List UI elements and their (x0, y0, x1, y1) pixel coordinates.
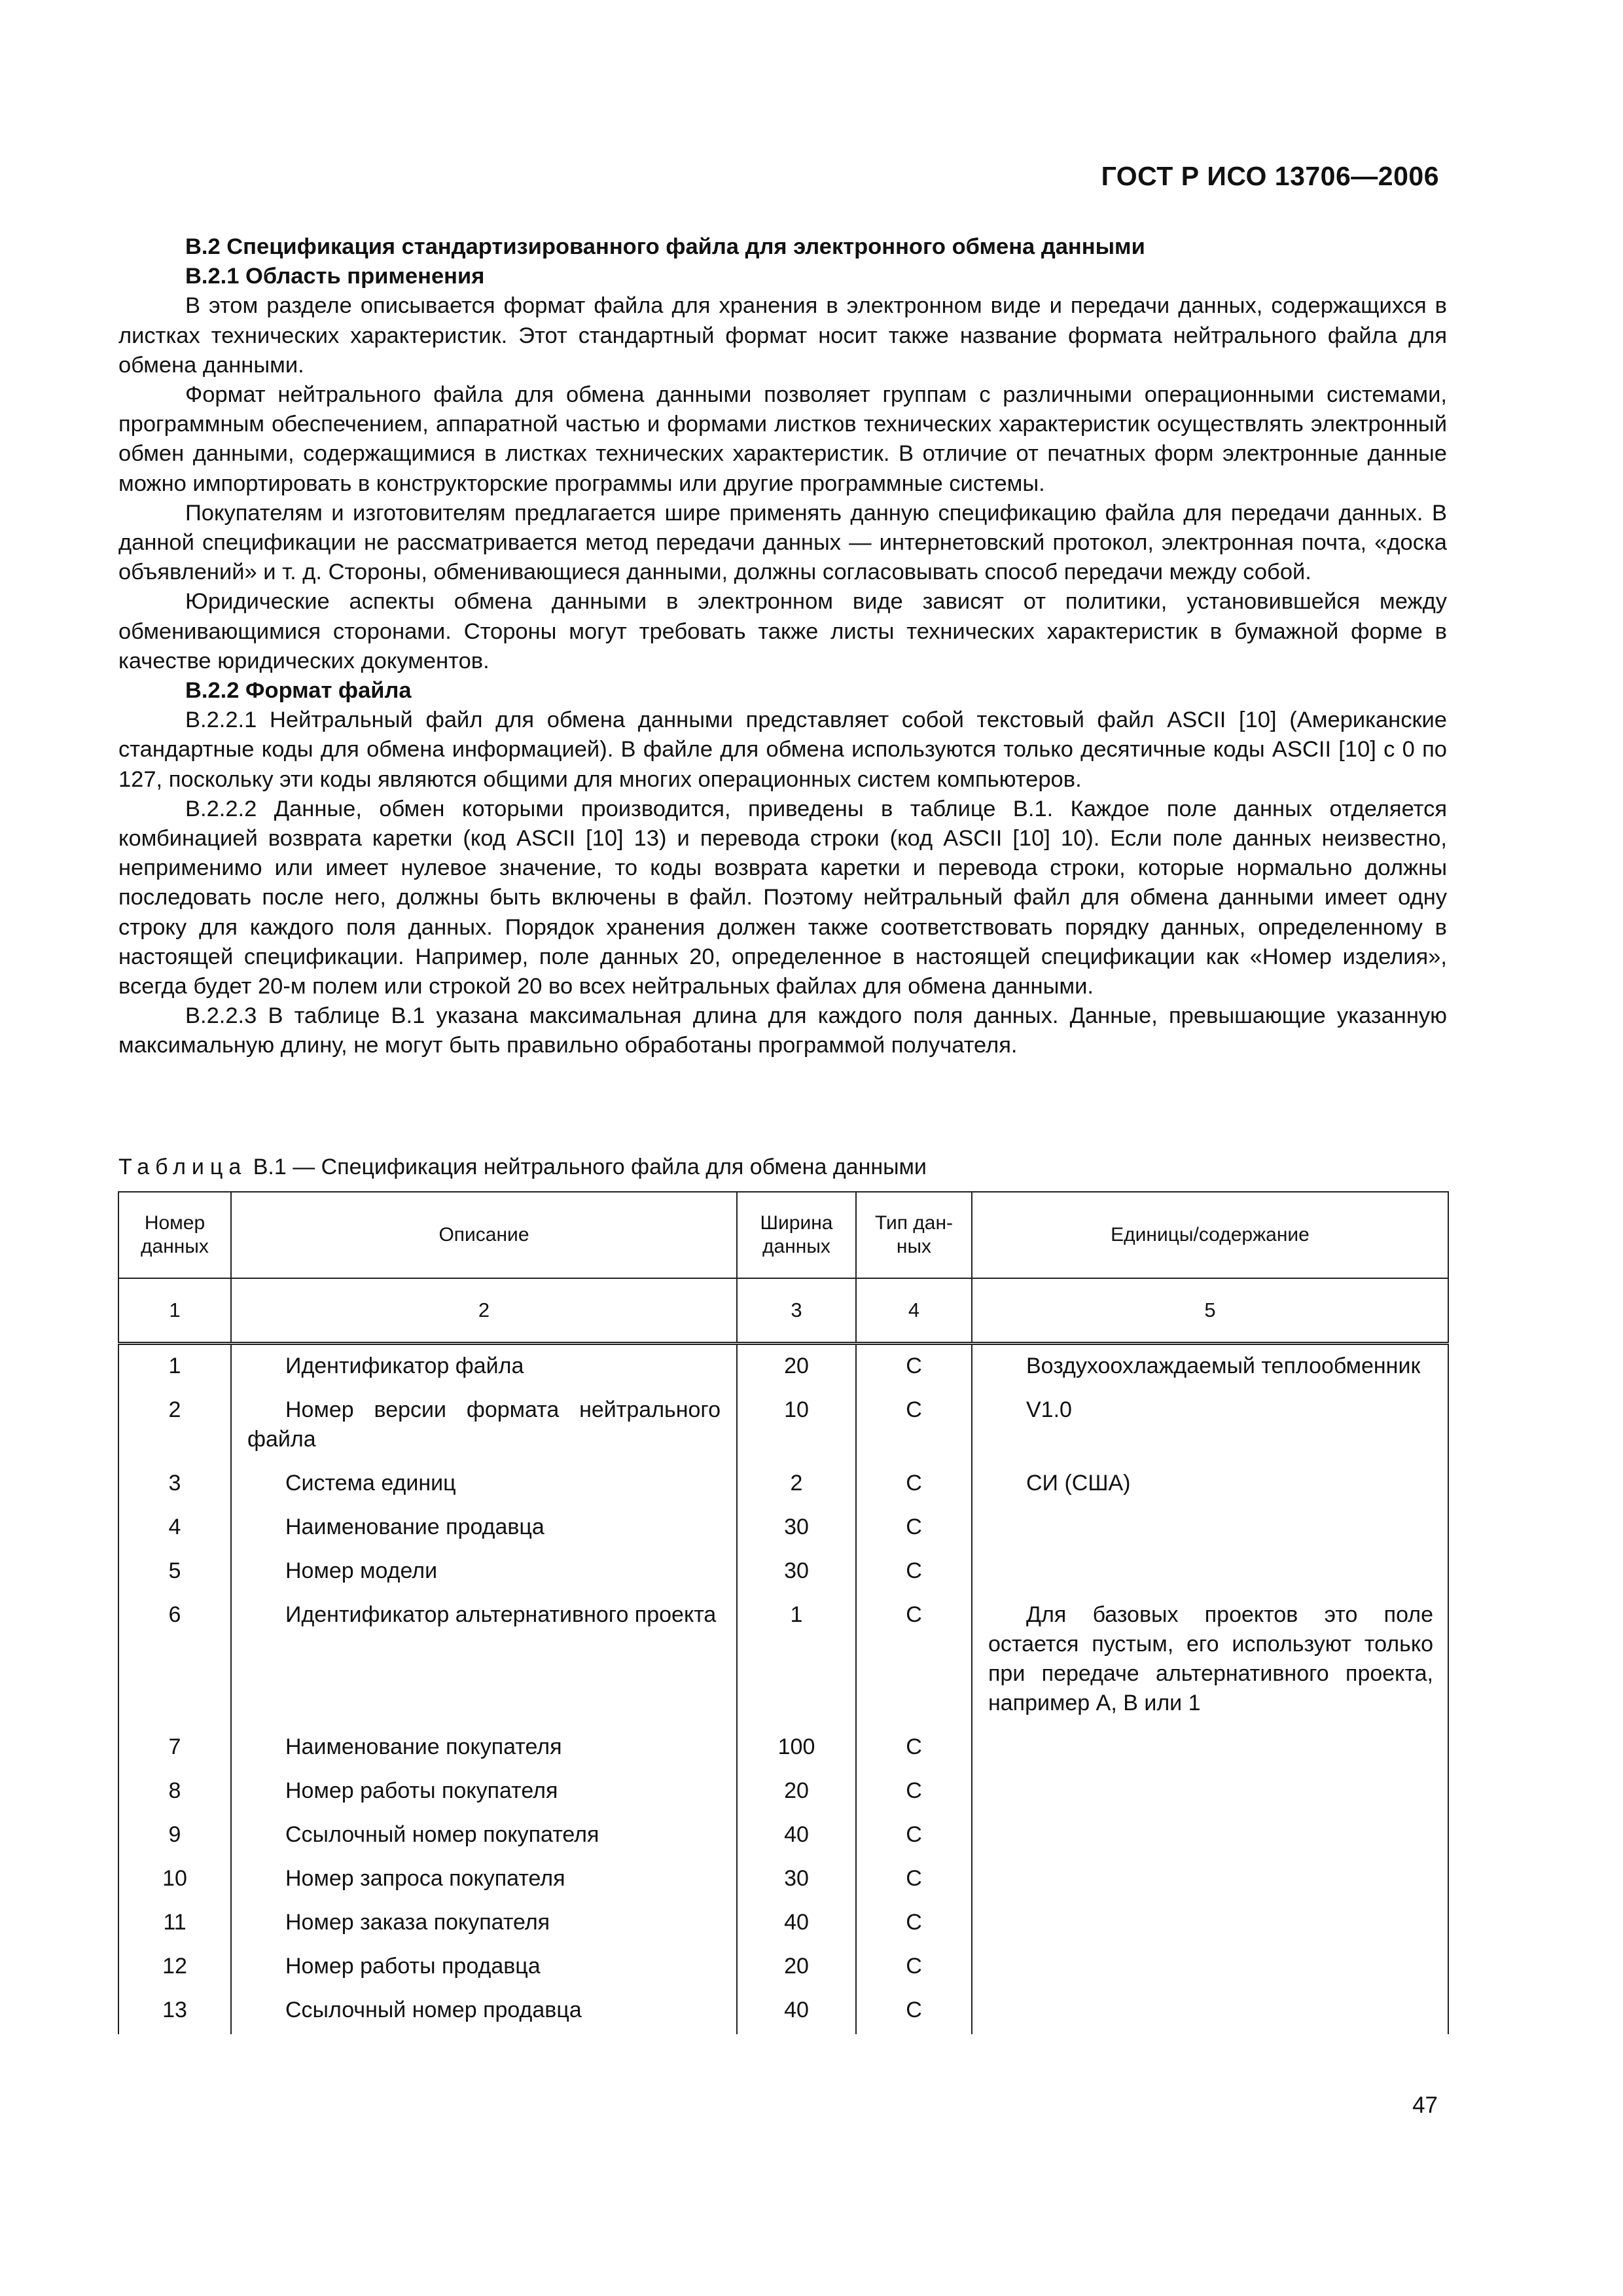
cell-desc (231, 1594, 737, 1726)
cell-units (972, 1989, 1448, 2034)
cell-desc (231, 1989, 737, 2034)
cell-desc-text: Номер заказа покупателя (285, 1910, 550, 1935)
cell-width: 30 (737, 1506, 856, 1550)
cell-units (972, 1901, 1448, 1945)
cell-desc-text: Наименование покупателя (285, 1734, 562, 1759)
cell-desc-text: Номер модели (285, 1558, 438, 1583)
table-row (118, 1857, 1448, 1901)
cell-num: 9 (118, 1814, 231, 1857)
cell-width: 2 (737, 1462, 856, 1506)
cell-desc (231, 1814, 737, 1857)
section-heading: B.2 Спецификация стандартизированного файла для электронного обмена данными (185, 234, 1145, 259)
cell-desc-text: Номер запроса покупателя (285, 1866, 565, 1891)
cell-desc (231, 1389, 737, 1462)
cell-desc (231, 1945, 737, 1989)
cell-units (972, 1389, 1448, 1462)
cell-type: C (856, 1770, 972, 1814)
cell-width: 40 (737, 1989, 856, 2034)
cell-type: C (856, 1594, 972, 1726)
paragraph: B.2.2.1 Нейтральный файл для обмена данными представляет собой текстовый файл ASCII [10] (Американские стандартные коды для обмена информацией). В файле для обмена используются только десятичные коды ASCII [10] с 0 по 127, поскольку эти коды являются общими для многих операционных систем компьютеров. (118, 708, 1447, 792)
spec-table (118, 1191, 1449, 2034)
cell-units (972, 1945, 1448, 1989)
cell-units (972, 1462, 1448, 1506)
paragraph: В этом разделе описывается формат файла для хранения в электронном виде и передачи данных, содержащихся в листках технических характеристик. Этот стандартный формат носит также название формата нейтрального файла для обмена данными. (118, 293, 1447, 378)
scope-heading: B.2.1 Область применения (185, 264, 485, 289)
cell-type: C (856, 1814, 972, 1857)
cell-units (972, 1594, 1448, 1726)
cell-desc-text: Идентификатор файла (285, 1354, 524, 1378)
column-number: 4 (856, 1278, 972, 1344)
table-row (118, 1901, 1448, 1945)
cell-units-text: V1.0 (1026, 1397, 1072, 1422)
cell-units (972, 1814, 1448, 1857)
cell-desc-text: Номер работы продавца (285, 1954, 541, 1979)
cell-num: 6 (118, 1594, 231, 1726)
column-number: 1 (118, 1278, 231, 1344)
cell-width: 1 (737, 1594, 856, 1726)
paragraph: Юридические аспекты обмена данными в электронном виде зависят от политики, установившейся между обменивающимися сторонами. Стороны могут требовать также листы технических характеристик в бумажной форме в качестве юридических документов. (118, 589, 1447, 673)
cell-type: C (856, 1901, 972, 1945)
cell-desc-text: Наименование продавца (285, 1515, 544, 1539)
cell-type: C (856, 1945, 972, 1989)
table-caption-title: B.1 — Спецификация нейтрального файла для обмена данными (247, 1155, 927, 1179)
cell-width: 100 (737, 1726, 856, 1770)
cell-width: 20 (737, 1945, 856, 1989)
cell-desc (231, 1726, 737, 1770)
header-cell: Тип дан- ных (856, 1192, 972, 1278)
cell-desc (231, 1506, 737, 1550)
paragraph: B.2.2.3 В таблице B.1 указана максимальная длина для каждого поля данных. Данные, превышающие указанную максимальную длину, не могут быть правильно обработаны программой получателя. (118, 1003, 1447, 1058)
cell-units-text: СИ (США) (1026, 1471, 1131, 1496)
cell-desc (231, 1550, 737, 1594)
table-row (118, 1770, 1448, 1814)
cell-units (972, 1857, 1448, 1901)
cell-desc-text: Номер работы покупателя (285, 1778, 558, 1803)
cell-desc (231, 1901, 737, 1945)
cell-desc (231, 1857, 737, 1901)
cell-desc (231, 1462, 737, 1506)
table-header-row (118, 1192, 1448, 1278)
cell-num: 7 (118, 1726, 231, 1770)
cell-desc-text: Ссылочный номер продавца (285, 1998, 582, 2022)
cell-type: C (856, 1989, 972, 2034)
document-code: ГОСТ Р ИСО 13706—2006 (1101, 161, 1439, 191)
cell-units (972, 1726, 1448, 1770)
table-row (118, 1550, 1448, 1594)
cell-num: 2 (118, 1389, 231, 1462)
cell-units (972, 1770, 1448, 1814)
cell-units (972, 1550, 1448, 1594)
cell-type: C (856, 1389, 972, 1462)
cell-units (972, 1506, 1448, 1550)
cell-desc-text: Номер версии формата нейтрального файла (247, 1397, 721, 1452)
header-cell: Номер данных (118, 1192, 231, 1278)
column-number-row (118, 1278, 1448, 1344)
cell-width: 10 (737, 1389, 856, 1462)
cell-width: 20 (737, 1770, 856, 1814)
cell-desc-text: Идентификатор альтернативного проекта (285, 1602, 717, 1627)
spec-table-wrapper (118, 1191, 1448, 2034)
cell-num: 13 (118, 1989, 231, 2034)
cell-type: C (856, 1344, 972, 1390)
cell-num: 12 (118, 1945, 231, 1989)
column-number: 5 (972, 1278, 1448, 1344)
cell-num: 5 (118, 1550, 231, 1594)
cell-type: C (856, 1550, 972, 1594)
header-cell: Единицы/содержание (972, 1192, 1448, 1278)
paragraph: B.2.2.2 Данные, обмен которыми производится, приведены в таблице B.1. Каждое поле данных отделяется комбинацией возврата каретки (код ASCII [10] 13) и перевода строки (код ASCII [10] 10). Если поле данных неизвестно, неприменимо или имеет нулевое значение, то коды возврата каретки и перевода строки, которые нормально должны последовать после него, должны быть включены в файл. Поэтому нейтральный файл для обмена данными имеет одну строку для каждого поля данных. Порядок хранения должен также соответствовать порядку данных, определенному в настоящей спецификации. Например, поле данных 20, определенное в настоящей спецификации как «Номер изделия», всегда будет 20-м полем или строкой 20 во всех нейтральных файлах для обмена данными. (118, 796, 1447, 999)
table-row (118, 1594, 1448, 1726)
section-text (118, 232, 1447, 1061)
table-caption (118, 1154, 927, 1180)
cell-width: 40 (737, 1901, 856, 1945)
cell-type: C (856, 1726, 972, 1770)
table-row (118, 1344, 1448, 1390)
cell-width: 30 (737, 1550, 856, 1594)
cell-type: C (856, 1857, 972, 1901)
table-row (118, 1506, 1448, 1550)
table-row (118, 1462, 1448, 1506)
cell-width: 20 (737, 1344, 856, 1390)
cell-num: 11 (118, 1901, 231, 1945)
cell-num: 4 (118, 1506, 231, 1550)
cell-desc (231, 1344, 737, 1390)
cell-desc-text: Система единиц (285, 1471, 456, 1496)
cell-type: C (856, 1506, 972, 1550)
table-caption-label: Таблица (118, 1155, 247, 1179)
cell-units-text: Для базовых проектов это поле остается пустым, его используют только при передаче альтернативного проекта, например А, В или 1 (988, 1602, 1433, 1715)
paragraph: Покупателям и изготовителям предлагается шире применять данную спецификацию файла для передачи данных. В данной спецификации не рассматривается метод передачи данных — интернетовский протокол, электронная почта, «доска объявлений» и т. д. Стороны, обменивающиеся данными, должны согласовывать способ передачи между собой. (118, 500, 1447, 585)
table-row (118, 1989, 1448, 2034)
cell-desc-text: Ссылочный номер покупателя (285, 1822, 599, 1847)
table-body (118, 1344, 1448, 2035)
cell-units (972, 1344, 1448, 1390)
table-row (118, 1389, 1448, 1462)
cell-num: 8 (118, 1770, 231, 1814)
column-number: 2 (231, 1278, 737, 1344)
cell-num: 1 (118, 1344, 231, 1390)
cell-width: 40 (737, 1814, 856, 1857)
header-cell: Ширина данных (737, 1192, 856, 1278)
cell-num: 10 (118, 1857, 231, 1901)
cell-type: C (856, 1462, 972, 1506)
header-cell: Описание (231, 1192, 737, 1278)
cell-num: 3 (118, 1462, 231, 1506)
format-heading: B.2.2 Формат файла (185, 678, 412, 704)
table-row (118, 1814, 1448, 1857)
cell-width: 30 (737, 1857, 856, 1901)
paragraph: Формат нейтрального файла для обмена данными позволяет группам с различными операционными системами, программным обеспечением, аппаратной частью и формами листков технических характеристик осуществлять электронный обмен данными, содержащимися в листках технических характеристик. В отличие от печатных форм электронные данные можно импортировать в конструкторские программы или другие программные системы. (118, 382, 1447, 496)
table-row (118, 1945, 1448, 1989)
table-row (118, 1726, 1448, 1770)
page-number: 47 (1412, 2092, 1438, 2118)
cell-desc (231, 1770, 737, 1814)
cell-units-text: Воздухоохлаждаемый теплообменник (1026, 1354, 1421, 1378)
column-number: 3 (737, 1278, 856, 1344)
